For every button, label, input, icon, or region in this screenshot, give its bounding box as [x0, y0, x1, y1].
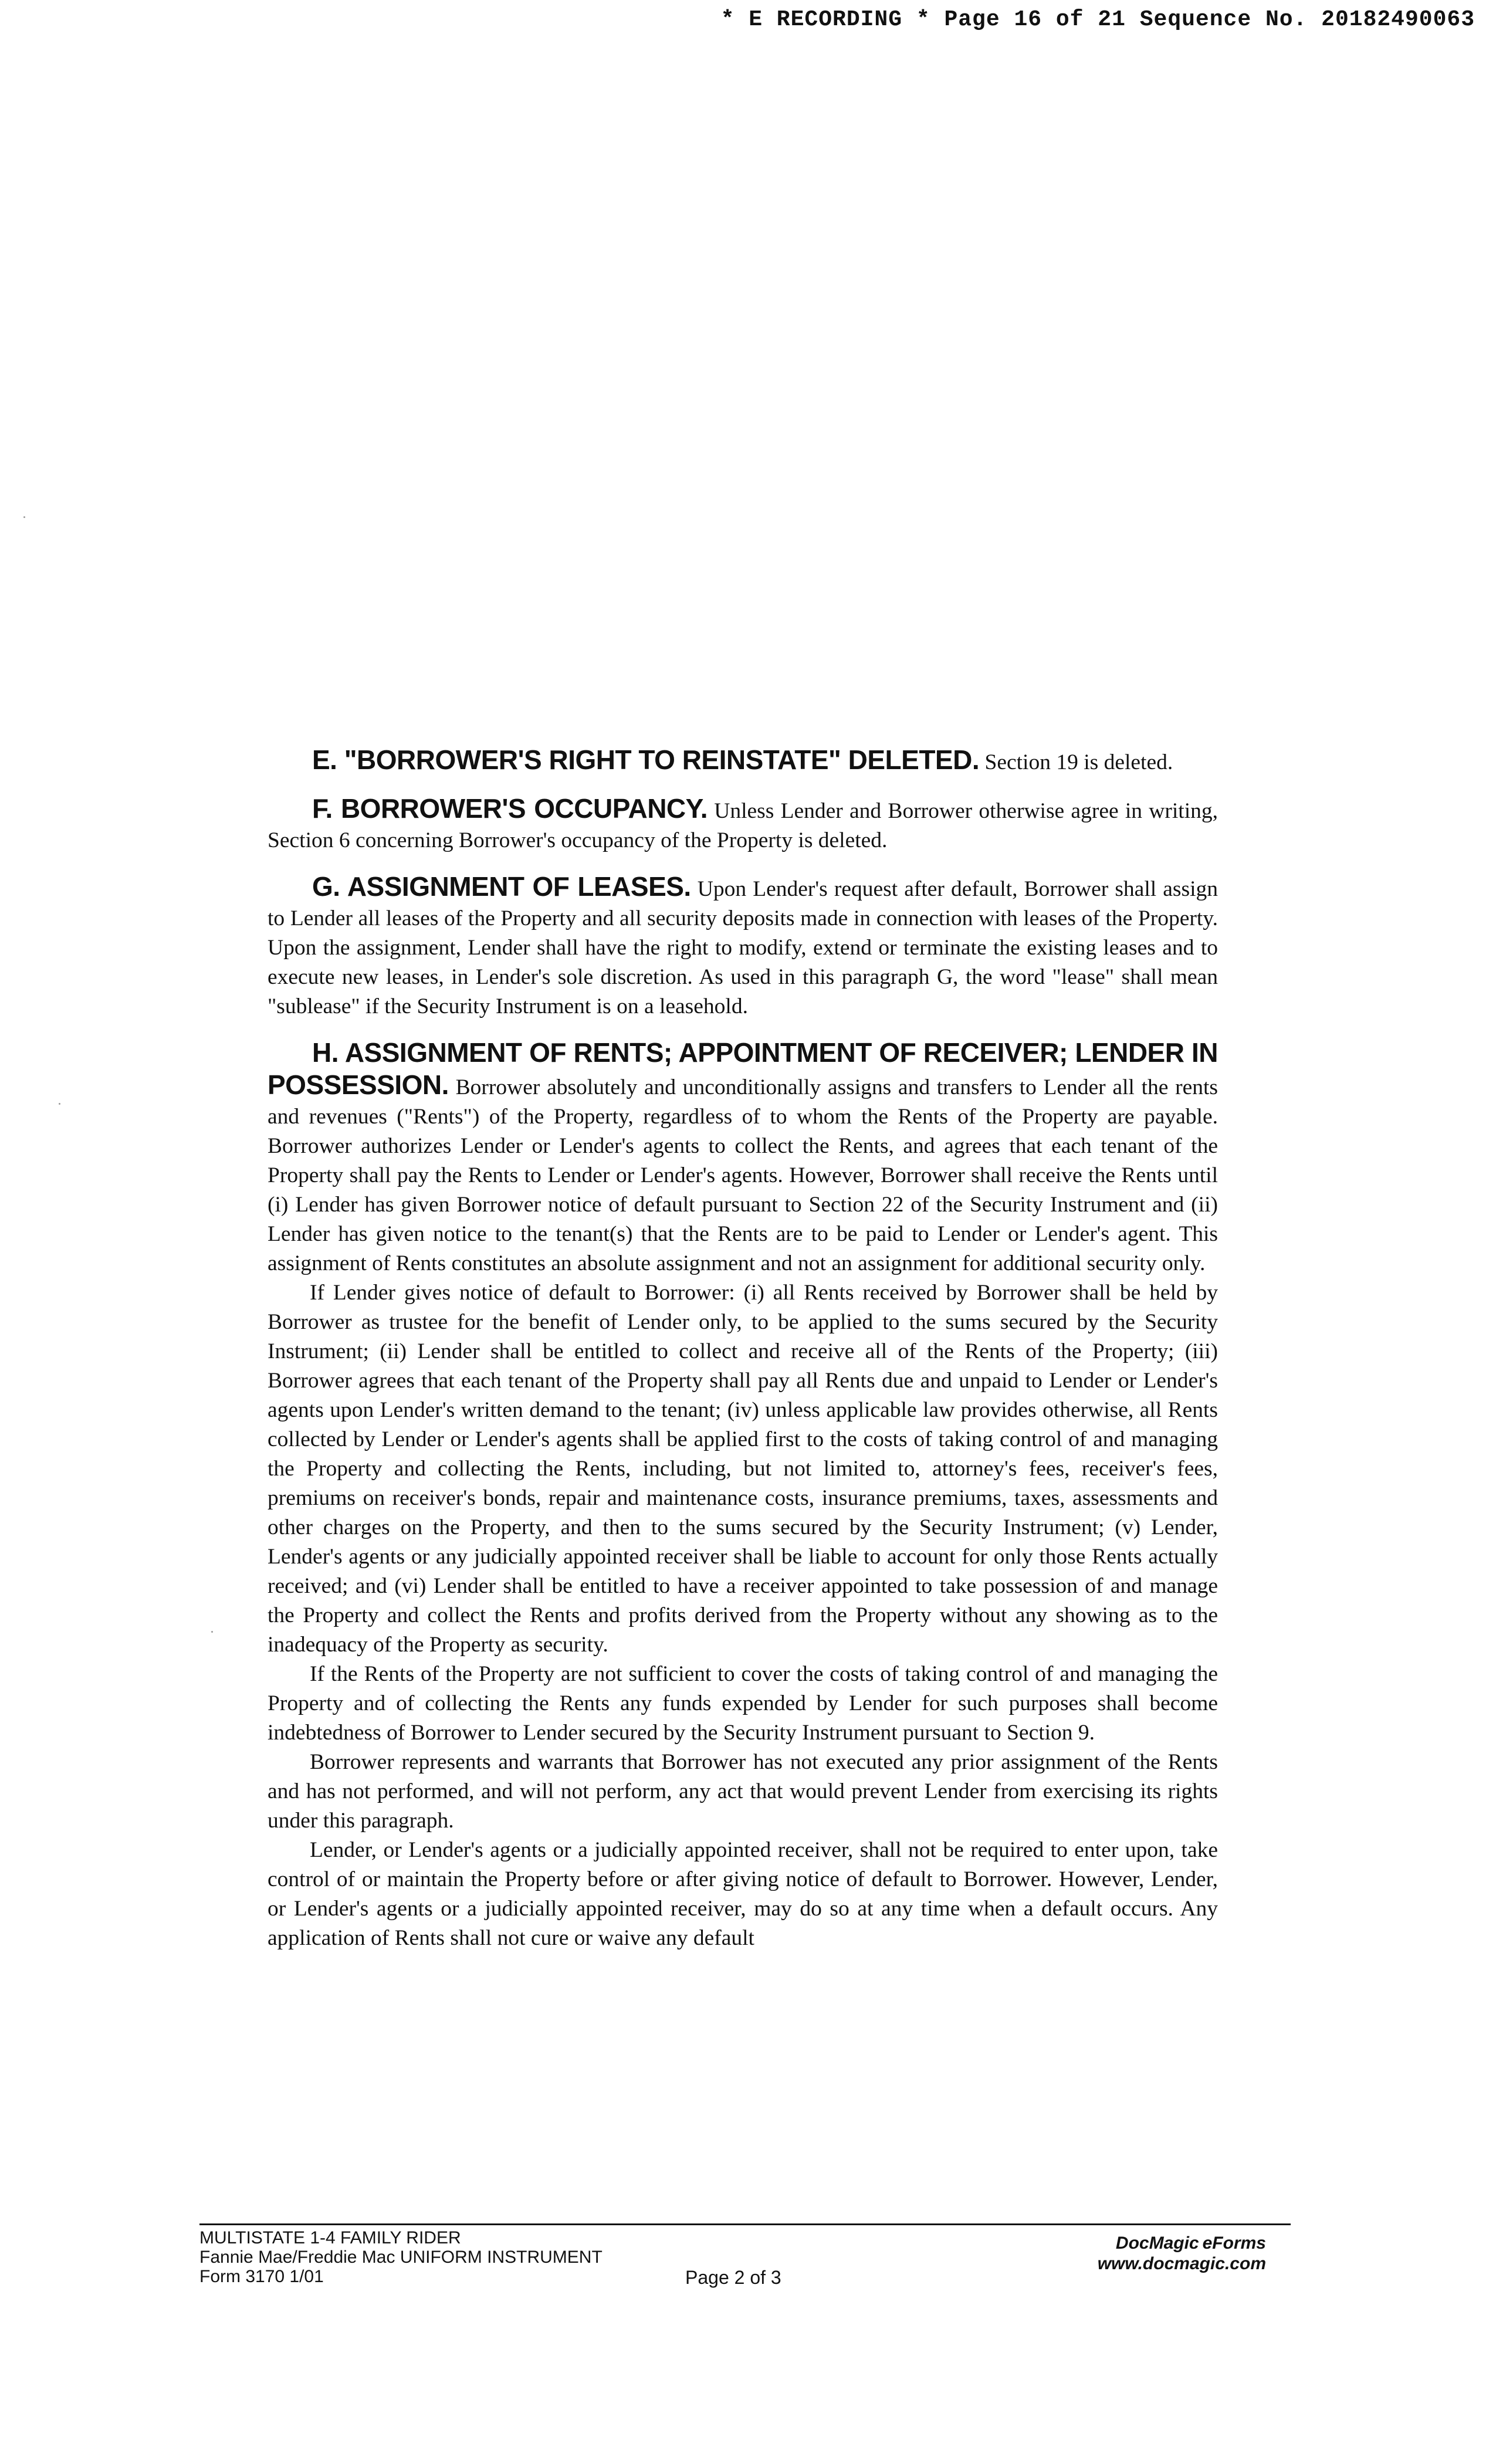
section-h-text: Borrower absolutely and unconditionally assigns and transfers to Lender all the rents and revenues ("Rents") of the Property, regardless of to whom the Rents of the Property are payable. Borrower authorizes Lender or Lender's agents to collect the Rents, and agrees that each tenant of the Property shall pay the Rents to Lender or Lender's agents. However, Borrower shall receive the Rents until (i) Lender has given Borrower notice of default pursuant to Section 22 of the Security Instrument and (ii) Lender has given notice to the tenant(s) that the Rents are to be paid to Lender or Lender's agent. This assignment of Rents constitutes an absolute assignment and not an assignment for additional security only.	[268, 1075, 1218, 1275]
section-g	[268, 872, 1218, 1021]
scan-speck	[211, 1631, 213, 1633]
section-h-heading: H. ASSIGNMENT OF RENTS; APPOINTMENT OF RECEIVER; LENDER IN POSSESSION.	[268, 1037, 1218, 1100]
form-identification	[199, 2228, 603, 2286]
form-number: Form 3170 1/01	[199, 2267, 324, 2286]
page-footer	[199, 2223, 1291, 2288]
eforms-logo: eForms	[1202, 2233, 1266, 2253]
footer-rule	[199, 2223, 1291, 2225]
section-h-lead	[268, 1038, 1218, 1278]
form-title: MULTISTATE 1-4 FAMILY RIDER	[199, 2228, 461, 2248]
section-h-paragraph: If Lender gives notice of default to Borrower: (i) all Rents received by Borrower shall be held by Borrower as trustee for the benefit of Lender only, to be applied to the sums secured by the Security Instrument; (ii) Lender shall be entitled to collect and receive all of the Rents of the Property; (iii) Borrower agrees that each tenant of the Property shall pay all Rents due and unpaid to Lender or Lender's agents upon Lender's written demand to the tenant; (iv) unless applicable law provides otherwise, all Rents collected by Lender or Lender's agents shall be applied first to the costs of taking control of and managing the Property and collecting the Rents, including, but not limited to, attorney's fees, receiver's fees, premiums on receiver's bonds, repair and maintenance costs, insurance premiums, taxes, assessments and other charges on the Property, and then to the sums secured by the Security Instrument; (v) Lender, Lender's agents or any judicially appointed receiver shall be liable to account for only those Rents actually received; and (vi) Lender shall be entitled to have a receiver appointed to take possession of and manage the Property and collect the Rents and profits derived from the Property without any showing as to the inadequacy of the Property as security.	[268, 1281, 1218, 1657]
section-f	[268, 794, 1218, 855]
docmagic-logo	[1116, 2233, 1266, 2253]
recording-header: * E RECORDING * Page 16 of 21 Sequence No. 20182490063	[720, 7, 1475, 32]
page-number: Page 2 of 3	[685, 2267, 781, 2288]
document-body	[268, 745, 1218, 1953]
scan-speck	[23, 516, 25, 518]
section-h-paragraph: Borrower represents and warrants that Borrower has not executed any prior assignment of the Rents and has not performed, and will not perform, any act that would prevent Lender from exercising its rights under this paragraph.	[268, 1750, 1218, 1833]
brand-url: www.docmagic.com	[1097, 2254, 1266, 2273]
section-f-heading: F. BORROWER'S OCCUPANCY.	[312, 793, 708, 824]
section-g-heading: G. ASSIGNMENT OF LEASES.	[312, 871, 691, 902]
section-h	[268, 1038, 1218, 1953]
section-h-paragraph: If the Rents of the Property are not sufficient to cover the costs of taking control of and managing the Property and of collecting the Rents any funds expended by Lender for such purposes shall become indebtedness of Borrower to Lender secured by the Security Instrument pursuant to Section 9.	[268, 1662, 1218, 1745]
docmagic-brand	[1098, 2233, 1266, 2274]
section-g-text: Upon Lender's request after default, Borrower shall assign to Lender all leases of the Property and all security deposits made in connection with leases of the Property. Upon the assignment, Lender shall have the right to modify, extend or terminate the existing leases and to execute new leases, in Lender's sole discretion. As used in this paragraph G, the word "lease" shall mean "sublease" if the Security Instrument is on a leasehold.	[268, 877, 1218, 1018]
section-h-paragraph: Lender, or Lender's agents or a judicially appointed receiver, shall not be required to enter upon, take control of or maintain the Property before or after giving notice of default to Borrower. However, Lender, or Lender's agents or a judicially appointed receiver, may do so at any time when a default occurs. Any application of Rents shall not cure or waive any default	[268, 1838, 1218, 1950]
form-subtitle: Fannie Mae/Freddie Mac UNIFORM INSTRUMENT	[199, 2248, 603, 2267]
section-e-heading: E. "BORROWER'S RIGHT TO REINSTATE" DELETED.	[312, 744, 980, 775]
scan-speck	[59, 1103, 60, 1105]
section-f-text: Unless Lender and Borrower otherwise agree in writing, Section 6 concerning Borrower's occupancy of the Property is deleted.	[268, 799, 1218, 852]
section-e-text: Section 19 is deleted.	[979, 750, 1173, 774]
section-e	[268, 745, 1218, 777]
brand-name: DocMagic	[1115, 2233, 1199, 2253]
